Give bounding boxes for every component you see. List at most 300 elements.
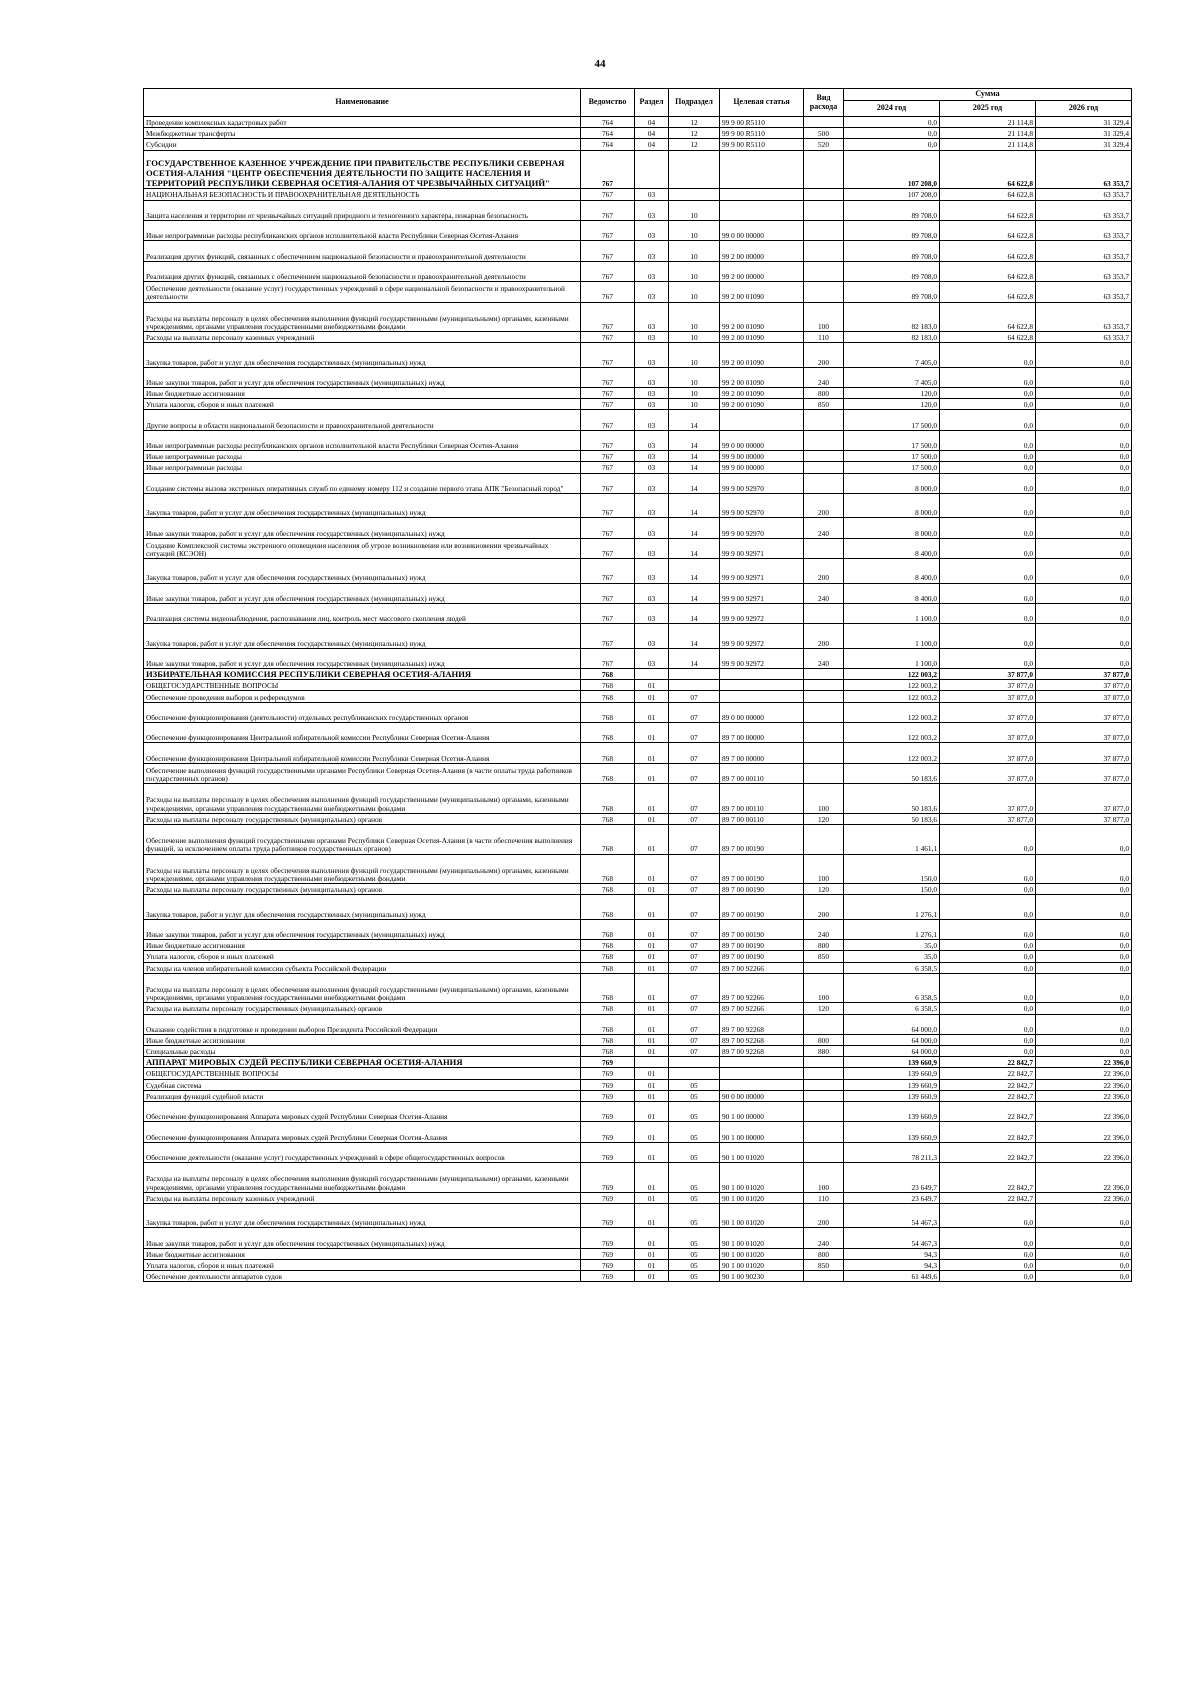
row-expense-type: [804, 473, 844, 493]
row-subsection: 10: [669, 388, 720, 399]
row-subsection: 10: [669, 200, 720, 220]
row-sum-2024: 64 000,0: [844, 1014, 940, 1034]
row-sum-2026: 63 353,7: [1036, 150, 1132, 189]
table-row: [144, 691, 1132, 702]
row-dept: 767: [581, 603, 635, 623]
row-expense-type: [804, 1271, 844, 1282]
row-name: Закупка товаров, работ и услуг для обеспечения государственных (муниципальных) нужд: [144, 624, 581, 648]
row-target: 90 1 00 01020: [720, 1228, 804, 1248]
row-sum-2024: 8 400,0: [844, 538, 940, 558]
row-subsection: [669, 680, 720, 691]
row-target: 90 0 00 00000: [720, 1090, 804, 1101]
row-sum-2025: 0,0: [940, 1014, 1036, 1034]
row-sum-2026: 63 353,7: [1036, 220, 1132, 240]
table-row: [144, 784, 1132, 814]
table-row: [144, 128, 1132, 139]
row-expense-type: [804, 200, 844, 220]
header-subsection: Подраздел: [669, 89, 720, 117]
row-name: Расходы на выплаты персоналу в целях обеспечения выполнения функций государственными (муниципальными) органами, казенными учреждениями, органами управления государственными внебюджетными фондами: [144, 1163, 581, 1193]
row-dept: 769: [581, 1259, 635, 1270]
row-expense-type: 200: [804, 343, 844, 367]
row-expense-type: [804, 261, 844, 281]
row-dept: 767: [581, 367, 635, 387]
row-sum-2026: 37 877,0: [1036, 723, 1132, 743]
row-dept: 767: [581, 451, 635, 462]
row-section: 01: [635, 962, 669, 973]
row-target: 99 0 00 00000: [720, 430, 804, 450]
row-target: 90 1 00 00000: [720, 1122, 804, 1142]
row-sum-2026: 0,0: [1036, 973, 1132, 1003]
row-name: Иные непрограммные расходы республиканских органов исполнительной власти Республики Северная Осетия-Алания: [144, 430, 581, 450]
row-dept: 767: [581, 388, 635, 399]
row-sum-2026: 0,0: [1036, 1271, 1132, 1282]
row-subsection: 05: [669, 1228, 720, 1248]
row-sum-2024: 50 183,6: [844, 763, 940, 783]
table-row: [144, 1228, 1132, 1248]
row-section: 03: [635, 603, 669, 623]
table-row: [144, 538, 1132, 558]
row-subsection: 14: [669, 624, 720, 648]
row-section: 01: [635, 1248, 669, 1259]
row-name: Иные закупки товаров, работ и услуг для обеспечения государственных (муниципальных) нужд: [144, 367, 581, 387]
row-subsection: 10: [669, 282, 720, 302]
row-sum-2025: 37 877,0: [940, 763, 1036, 783]
row-sum-2025: 64 622,8: [940, 150, 1036, 189]
row-subsection: 14: [669, 462, 720, 473]
table-row: [144, 332, 1132, 343]
table-row: [144, 1046, 1132, 1057]
row-section: 03: [635, 367, 669, 387]
row-target: 89 7 00 00110: [720, 763, 804, 783]
row-sum-2025: 0,0: [940, 962, 1036, 973]
row-sum-2024: 122 003,2: [844, 723, 940, 743]
row-subsection: 07: [669, 951, 720, 962]
row-sum-2024: 23 649,7: [844, 1192, 940, 1203]
row-subsection: 07: [669, 973, 720, 1003]
row-sum-2024: 1 100,0: [844, 624, 940, 648]
row-subsection: 14: [669, 583, 720, 603]
row-sum-2025: 21 114,8: [940, 128, 1036, 139]
table-row: [144, 1079, 1132, 1090]
row-dept: 767: [581, 648, 635, 668]
row-expense-type: 100: [804, 1163, 844, 1193]
row-name: Расходы на выплаты персоналу государственных (муниципальных) органов: [144, 884, 581, 895]
row-sum-2024: 54 467,3: [844, 1203, 940, 1227]
row-sum-2026: 22 396,0: [1036, 1142, 1132, 1162]
row-target: 89 7 00 92268: [720, 1034, 804, 1045]
row-sum-2024: 82 183,0: [844, 332, 940, 343]
row-name: Иные непрограммные расходы: [144, 462, 581, 473]
table-row: [144, 583, 1132, 603]
row-name: Иные бюджетные ассигнования: [144, 388, 581, 399]
row-target: 99 9 00 92970: [720, 518, 804, 538]
row-target: 99 9 00 R5110: [720, 139, 804, 150]
row-sum-2024: 7 405,0: [844, 367, 940, 387]
row-sum-2025: 21 114,8: [940, 139, 1036, 150]
row-sum-2024: 122 003,2: [844, 669, 940, 680]
row-expense-type: [804, 1057, 844, 1068]
table-row: [144, 139, 1132, 150]
row-expense-type: 100: [804, 854, 844, 884]
row-subsection: 07: [669, 919, 720, 939]
row-section: [635, 1057, 669, 1068]
row-sum-2024: 50 183,6: [844, 784, 940, 814]
row-section: 03: [635, 624, 669, 648]
row-section: 01: [635, 1271, 669, 1282]
row-dept: 769: [581, 1228, 635, 1248]
row-expense-type: 850: [804, 399, 844, 410]
row-target: [720, 1068, 804, 1079]
row-expense-type: 850: [804, 951, 844, 962]
table-row: [144, 241, 1132, 261]
row-sum-2025: 22 842,7: [940, 1102, 1036, 1122]
row-sum-2026: 0,0: [1036, 583, 1132, 603]
row-expense-type: 100: [804, 973, 844, 1003]
table-row: [144, 1090, 1132, 1101]
table-row: [144, 962, 1132, 973]
row-sum-2025: 0,0: [940, 1259, 1036, 1270]
row-sum-2026: 0,0: [1036, 367, 1132, 387]
row-expense-type: 120: [804, 813, 844, 824]
row-target: 99 2 00 01090: [720, 282, 804, 302]
row-expense-type: 240: [804, 518, 844, 538]
row-sum-2026: 22 396,0: [1036, 1090, 1132, 1101]
row-target: [720, 680, 804, 691]
row-subsection: 05: [669, 1090, 720, 1101]
row-sum-2025: 0,0: [940, 648, 1036, 668]
row-dept: 768: [581, 1014, 635, 1034]
row-sum-2026: 0,0: [1036, 648, 1132, 668]
table-row: [144, 680, 1132, 691]
row-section: 01: [635, 1090, 669, 1101]
row-name: Расходы на выплаты персоналу государственных (муниципальных) органов: [144, 813, 581, 824]
row-sum-2025: 0,0: [940, 854, 1036, 884]
row-expense-type: [804, 117, 844, 128]
row-sum-2025: 22 842,7: [940, 1068, 1036, 1079]
header-target: Целевая статья: [720, 89, 804, 117]
row-sum-2026: 0,0: [1036, 951, 1132, 962]
table-row: [144, 1003, 1132, 1014]
row-dept: 767: [581, 241, 635, 261]
row-subsection: 07: [669, 702, 720, 722]
row-name: Иные бюджетные ассигнования: [144, 1248, 581, 1259]
row-sum-2026: 0,0: [1036, 410, 1132, 430]
row-sum-2026: 0,0: [1036, 1248, 1132, 1259]
row-target: 89 7 00 00110: [720, 784, 804, 814]
row-expense-type: 240: [804, 919, 844, 939]
row-name: Закупка товаров, работ и услуг для обеспечения государственных (муниципальных) нужд: [144, 1203, 581, 1227]
table-row: [144, 1102, 1132, 1122]
row-dept: 768: [581, 951, 635, 962]
row-name: Закупка товаров, работ и услуг для обеспечения государственных (муниципальных) нужд: [144, 559, 581, 583]
row-sum-2025: 0,0: [940, 430, 1036, 450]
row-sum-2024: 23 649,7: [844, 1163, 940, 1193]
row-sum-2024: 61 449,6: [844, 1271, 940, 1282]
row-section: 01: [635, 919, 669, 939]
row-section: 01: [635, 1203, 669, 1227]
row-target: [720, 669, 804, 680]
table-row: [144, 200, 1132, 220]
row-sum-2024: 139 660,9: [844, 1102, 940, 1122]
row-sum-2025: 0,0: [940, 1248, 1036, 1259]
row-target: 89 7 00 00000: [720, 743, 804, 763]
row-name: Расходы на выплаты персоналу казенных учреждений: [144, 332, 581, 343]
table-row: [144, 399, 1132, 410]
row-dept: 768: [581, 702, 635, 722]
row-target: 99 9 00 92972: [720, 624, 804, 648]
row-dept: 767: [581, 583, 635, 603]
row-subsection: 05: [669, 1259, 720, 1270]
row-dept: 769: [581, 1079, 635, 1090]
row-sum-2026: 0,0: [1036, 940, 1132, 951]
row-section: 03: [635, 430, 669, 450]
row-expense-type: [804, 150, 844, 189]
row-dept: 768: [581, 1046, 635, 1057]
row-expense-type: [804, 691, 844, 702]
row-dept: 767: [581, 462, 635, 473]
row-sum-2024: 0,0: [844, 139, 940, 150]
row-dept: 767: [581, 261, 635, 281]
row-sum-2026: 0,0: [1036, 388, 1132, 399]
row-expense-type: 100: [804, 302, 844, 332]
row-target: 99 9 00 92972: [720, 603, 804, 623]
row-name: Иные непрограммные расходы республиканских органов исполнительной власти Республики Северная Осетия-Алания: [144, 220, 581, 240]
row-sum-2026: 0,0: [1036, 493, 1132, 517]
row-target: 99 9 00 92972: [720, 648, 804, 668]
row-target: 99 9 00 92970: [720, 473, 804, 493]
row-section: 03: [635, 538, 669, 558]
row-target: 89 7 00 00000: [720, 723, 804, 743]
row-dept: 768: [581, 1034, 635, 1045]
row-sum-2025: 0,0: [940, 388, 1036, 399]
row-target: 89 7 00 92266: [720, 1003, 804, 1014]
row-section: 03: [635, 343, 669, 367]
row-sum-2026: 0,0: [1036, 884, 1132, 895]
table-row: [144, 603, 1132, 623]
row-sum-2025: 0,0: [940, 367, 1036, 387]
row-target: [720, 189, 804, 200]
row-sum-2026: 0,0: [1036, 1014, 1132, 1034]
row-subsection: 07: [669, 763, 720, 783]
row-subsection: 07: [669, 1034, 720, 1045]
row-target: 89 7 00 00190: [720, 919, 804, 939]
row-subsection: 10: [669, 332, 720, 343]
table-row-organization: [144, 669, 1132, 680]
row-section: 03: [635, 648, 669, 668]
row-expense-type: 200: [804, 493, 844, 517]
header-section: Раздел: [635, 89, 669, 117]
row-sum-2026: 0,0: [1036, 1003, 1132, 1014]
row-subsection: 05: [669, 1248, 720, 1259]
row-sum-2026: 0,0: [1036, 451, 1132, 462]
table-row: [144, 302, 1132, 332]
row-sum-2025: 22 842,7: [940, 1142, 1036, 1162]
row-name: ИЗБИРАТЕЛЬНАЯ КОМИССИЯ РЕСПУБЛИКИ СЕВЕРНАЯ ОСЕТИЯ-АЛАНИЯ: [144, 669, 581, 680]
row-sum-2024: 107 208,0: [844, 150, 940, 189]
row-expense-type: 200: [804, 559, 844, 583]
row-subsection: 07: [669, 895, 720, 919]
row-name: НАЦИОНАЛЬНАЯ БЕЗОПАСНОСТЬ И ПРАВООХРАНИТЕЛЬНАЯ ДЕЯТЕЛЬНОСТЬ: [144, 189, 581, 200]
row-dept: 767: [581, 410, 635, 430]
row-sum-2024: 78 211,3: [844, 1142, 940, 1162]
row-sum-2026: 0,0: [1036, 624, 1132, 648]
row-name: Реализация других функций, связанных с обеспечением национальной безопасности и правоохранительной деятельности: [144, 241, 581, 261]
row-section: 04: [635, 128, 669, 139]
row-target: [720, 150, 804, 189]
row-target: 90 1 00 01020: [720, 1192, 804, 1203]
row-section: 01: [635, 940, 669, 951]
row-section: [635, 669, 669, 680]
row-sum-2026: 63 353,7: [1036, 302, 1132, 332]
row-sum-2026: 0,0: [1036, 1203, 1132, 1227]
row-sum-2025: 0,0: [940, 895, 1036, 919]
row-sum-2024: 122 003,2: [844, 702, 940, 722]
row-expense-type: [804, 680, 844, 691]
table-row: [144, 723, 1132, 743]
row-expense-type: [804, 603, 844, 623]
row-name: Другие вопросы в области национальной безопасности и правоохранительной деятельности: [144, 410, 581, 430]
row-name: Закупка товаров, работ и услуг для обеспечения государственных (муниципальных) нужд: [144, 895, 581, 919]
table-row: [144, 763, 1132, 783]
row-sum-2025: 22 842,7: [940, 1079, 1036, 1090]
row-expense-type: 240: [804, 648, 844, 668]
row-dept: 768: [581, 919, 635, 939]
row-subsection: 14: [669, 603, 720, 623]
row-sum-2024: 54 467,3: [844, 1228, 940, 1248]
row-expense-type: 240: [804, 583, 844, 603]
row-name: Создание системы вызова экстренных оперативных служб по единому номеру 112 и создание первого этапа АПК "Безопасный город": [144, 473, 581, 493]
row-section: 01: [635, 1068, 669, 1079]
row-sum-2026: 22 396,0: [1036, 1057, 1132, 1068]
row-sum-2026: 0,0: [1036, 343, 1132, 367]
row-sum-2026: 0,0: [1036, 962, 1132, 973]
page-number: 44: [594, 58, 606, 70]
row-sum-2024: 17 500,0: [844, 430, 940, 450]
row-target: 99 2 00 01090: [720, 332, 804, 343]
row-sum-2026: 37 877,0: [1036, 691, 1132, 702]
row-target: 89 7 00 00190: [720, 854, 804, 884]
table-row: [144, 117, 1132, 128]
row-sum-2026: 22 396,0: [1036, 1122, 1132, 1142]
row-expense-type: 240: [804, 367, 844, 387]
table-row: [144, 813, 1132, 824]
row-subsection: 07: [669, 854, 720, 884]
row-sum-2026: 22 396,0: [1036, 1163, 1132, 1193]
row-section: 01: [635, 813, 669, 824]
row-dept: 767: [581, 430, 635, 450]
row-subsection: [669, 189, 720, 200]
row-sum-2025: 37 877,0: [940, 691, 1036, 702]
table-row: [144, 1068, 1132, 1079]
row-sum-2024: 1 276,1: [844, 895, 940, 919]
table-row: [144, 518, 1132, 538]
row-expense-type: 520: [804, 139, 844, 150]
row-subsection: 14: [669, 451, 720, 462]
row-sum-2024: 1 276,1: [844, 919, 940, 939]
row-dept: 767: [581, 189, 635, 200]
row-dept: 767: [581, 282, 635, 302]
row-dept: 769: [581, 1090, 635, 1101]
row-sum-2026: 37 877,0: [1036, 743, 1132, 763]
row-subsection: 07: [669, 825, 720, 855]
row-expense-type: [804, 538, 844, 558]
row-target: 89 7 00 92266: [720, 962, 804, 973]
row-sum-2026: 22 396,0: [1036, 1102, 1132, 1122]
row-sum-2024: 139 660,9: [844, 1079, 940, 1090]
row-sum-2025: 64 622,8: [940, 220, 1036, 240]
row-name: Иные закупки товаров, работ и услуг для обеспечения государственных (муниципальных) нужд: [144, 919, 581, 939]
row-subsection: 05: [669, 1122, 720, 1142]
table-row: [144, 743, 1132, 763]
row-name: Расходы на выплаты персоналу в целях обеспечения выполнения функций государственными (муниципальными) органами, казенными учреждениями, органами управления государственными внебюджетными фондами: [144, 784, 581, 814]
row-sum-2026: 0,0: [1036, 1034, 1132, 1045]
row-sum-2024: 150,0: [844, 854, 940, 884]
row-section: 03: [635, 388, 669, 399]
row-sum-2026: 0,0: [1036, 603, 1132, 623]
row-name: Расходы на выплаты персоналу казенных учреждений: [144, 1192, 581, 1203]
row-sum-2026: 37 877,0: [1036, 763, 1132, 783]
row-section: 03: [635, 473, 669, 493]
row-sum-2026: 0,0: [1036, 1046, 1132, 1057]
row-target: [720, 410, 804, 430]
row-sum-2024: 107 208,0: [844, 189, 940, 200]
row-subsection: 14: [669, 538, 720, 558]
row-subsection: 10: [669, 343, 720, 367]
row-sum-2026: 37 877,0: [1036, 702, 1132, 722]
table-row: [144, 895, 1132, 919]
row-target: 90 1 00 01020: [720, 1203, 804, 1227]
row-target: 99 9 00 92971: [720, 583, 804, 603]
row-sum-2024: 1 100,0: [844, 603, 940, 623]
row-sum-2026: 31 329,4: [1036, 139, 1132, 150]
row-sum-2026: 63 353,7: [1036, 200, 1132, 220]
row-section: 03: [635, 282, 669, 302]
row-sum-2026: 63 353,7: [1036, 332, 1132, 343]
row-sum-2024: 139 660,9: [844, 1068, 940, 1079]
row-sum-2025: 64 622,8: [940, 200, 1036, 220]
row-name: Специальные расходы: [144, 1046, 581, 1057]
row-dept: 768: [581, 763, 635, 783]
row-dept: 768: [581, 743, 635, 763]
row-dept: 768: [581, 884, 635, 895]
row-sum-2025: 37 877,0: [940, 743, 1036, 763]
row-sum-2025: 0,0: [940, 1203, 1036, 1227]
row-expense-type: [804, 189, 844, 200]
row-target: 99 9 00 00000: [720, 462, 804, 473]
row-sum-2025: 37 877,0: [940, 680, 1036, 691]
row-sum-2025: 0,0: [940, 884, 1036, 895]
row-sum-2025: 37 877,0: [940, 702, 1036, 722]
table-row: [144, 367, 1132, 387]
row-expense-type: 500: [804, 128, 844, 139]
row-target: 99 9 00 R5110: [720, 128, 804, 139]
row-sum-2024: 8 000,0: [844, 493, 940, 517]
table-row: [144, 702, 1132, 722]
row-section: 03: [635, 462, 669, 473]
row-sum-2026: 22 396,0: [1036, 1192, 1132, 1203]
row-sum-2025: 22 842,7: [940, 1163, 1036, 1193]
row-target: [720, 691, 804, 702]
row-expense-type: 800: [804, 940, 844, 951]
row-dept: 769: [581, 1057, 635, 1068]
row-sum-2026: 37 877,0: [1036, 680, 1132, 691]
row-subsection: 05: [669, 1163, 720, 1193]
row-sum-2024: 8 400,0: [844, 559, 940, 583]
row-sum-2025: 37 877,0: [940, 669, 1036, 680]
row-name: Проведение комплексных кадастровых работ: [144, 117, 581, 128]
row-expense-type: [804, 241, 844, 261]
row-dept: 768: [581, 813, 635, 824]
